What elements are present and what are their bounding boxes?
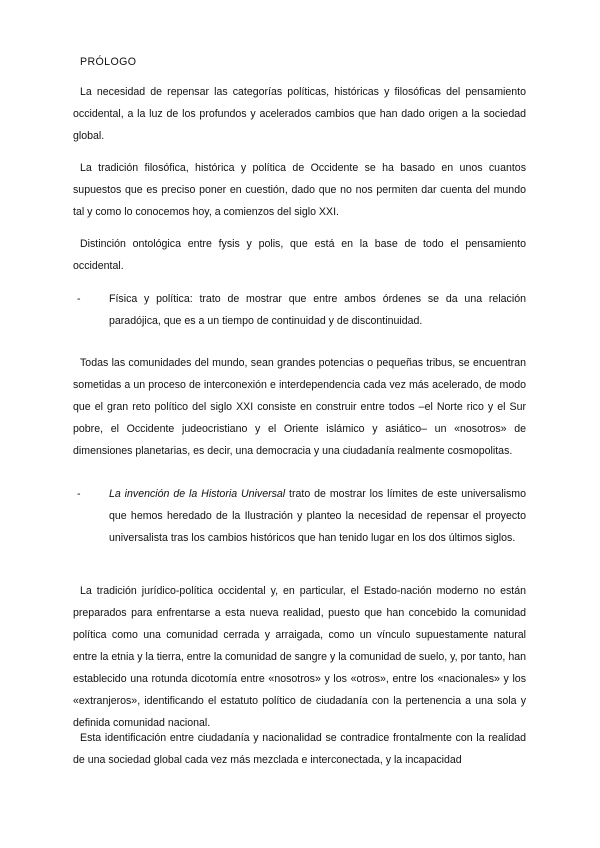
book-title: La invención de la Historia Universal (109, 488, 286, 500)
bullet-item-2 (73, 483, 526, 549)
bullet-item-1 (73, 288, 526, 332)
bullet-text: Física y política: trato de mostrar que entre ambos órdenes se da una relación paradójica, que es a un tiempo de continuidad y de discontinuidad. (109, 293, 526, 327)
paragraph-4: Todas las comunidades del mundo, sean grandes potencias o pequeñas tribus, se encuentran sometidas a un proceso de interconexión e interdependencia cada vez más acelerado, de modo que el gran reto político del siglo XXI consiste en construir entre todos –el Norte rico y el Sur pobre, el Occidente judeocristiano y el Oriente islámico y asiático– un «nosotros» de dimensiones planetarias, es decir, una democracia y una ciudadanía realmente cosmopolitas. (73, 357, 526, 457)
bullet-dash: - (77, 293, 81, 305)
paragraph-6: Esta identificación entre ciudadanía y nacionalidad se contradice frontalmente con la realidad de una sociedad global cada vez más mezclada e interconectada, y la incapacidad (73, 732, 526, 766)
bullet-dash: - (77, 488, 81, 500)
bullet-text (109, 483, 526, 549)
paragraph-1: La necesidad de repensar las categorías políticas, históricas y filosóficas del pensamiento occidental, a la luz de los profundos y acelerados cambios que han dado origen a la sociedad global. (73, 86, 526, 142)
paragraph-2: La tradición filosófica, histórica y política de Occidente se ha basado en unos cuantos supuestos que es preciso poner en cuestión, dado que no nos permiten dar cuenta del mundo tal y como lo conocemos hoy, a comienzos del siglo XXI. (73, 162, 526, 218)
page-title: PRÓLOGO (80, 56, 137, 68)
paragraph-3: Distinción ontológica entre fysis y polis, que está en la base de todo el pensamiento occidental. (73, 238, 526, 272)
bullet-body: trato de mostrar los límites de este universalismo que hemos heredado de la Ilustración y planteo la necesidad de repensar el proyecto universalista tras los cambios históricos que han tenido lugar en los dos últimos siglos. (109, 488, 526, 544)
paragraph-5: La tradición jurídico-política occidental y, en particular, el Estado-nación moderno no están preparados para enfrentarse a esta nueva realidad, puesto que han concebido la comunidad política como una comunidad cerrada y arraigada, como un vínculo supuestamente natural entre la etnia y la tierra, entre la comunidad de sangre y la comunidad de suelo, y, por tanto, han establecido una rotunda dicotomía entre «nosotros» y los «otros», entre los «nacionales» y los «extranjeros», identificando el estatuto político de ciudadanía con la pertenencia a una sola y definida comunidad nacional. (73, 585, 526, 729)
